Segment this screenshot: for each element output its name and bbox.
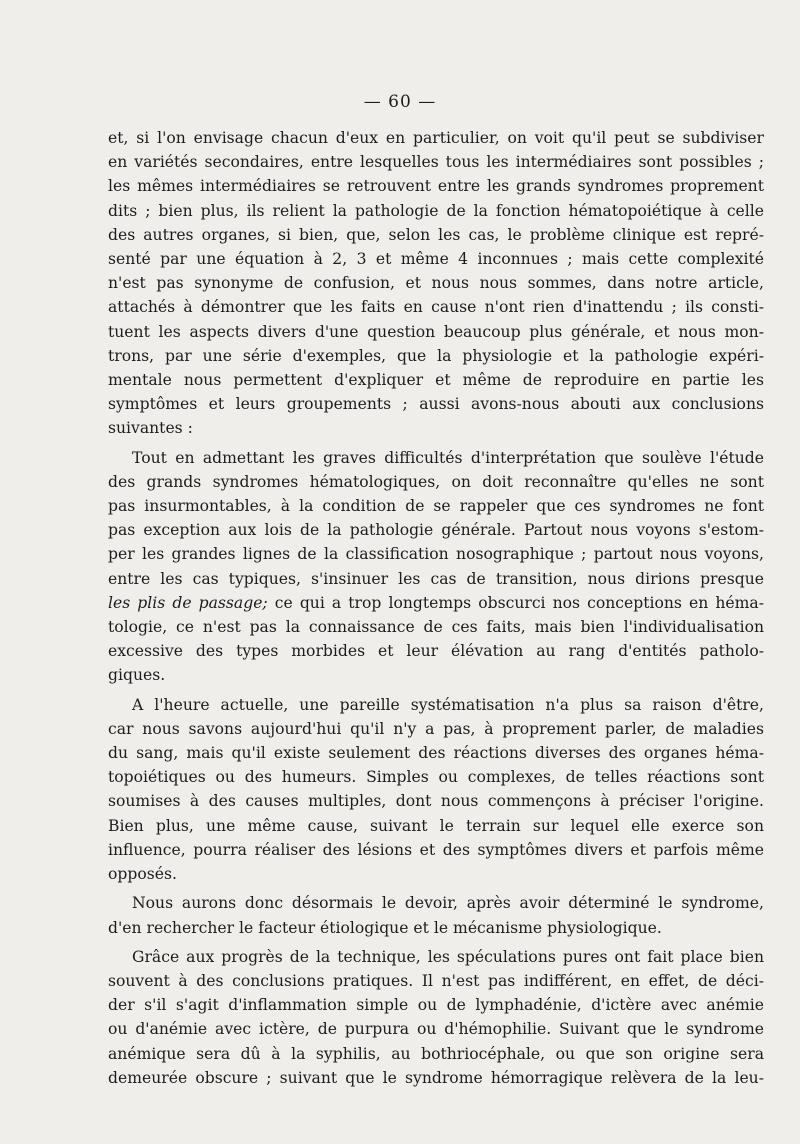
text-line: anémique sera dû à la syphilis, au bothriocéphale, ou que son origine sera: [108, 1044, 764, 1063]
text-line: entre les cas typiques, s'insinuer les cas de transition, nous dirions presque: [108, 569, 764, 588]
text-line: giques.: [108, 666, 166, 685]
text-line: du sang, mais qu'il existe seulement des réactions diverses des organes héma-: [108, 744, 764, 763]
text-line: demeurée obscure ; suivant que le syndrome hémorragique relèvera de la leu-: [108, 1068, 764, 1087]
text-line: [108, 591, 764, 615]
text-line: opposés.: [108, 865, 177, 884]
paragraph-4: [108, 891, 764, 939]
paragraph-2: [108, 446, 764, 688]
paragraph-1: [108, 126, 764, 441]
text-line: Bien plus, une même cause, suivant le terrain sur lequel elle exerce son: [108, 816, 764, 835]
text-line: topoiétiques ou des humeurs. Simples ou complexes, de telles réactions sont: [108, 768, 764, 787]
text-line: tologie, ce n'est pas la connaissance de ces faits, mais bien l'individualisation: [108, 618, 764, 637]
text-line: d'en rechercher le facteur étiologique et le mécanisme physiologique.: [108, 918, 662, 937]
text-line: pas insurmontables, à la condition de se rappeler que ces syndromes ne font: [108, 497, 764, 516]
text-line: Tout en admettant les graves difficultés d'interprétation que soulève l'étude: [132, 448, 764, 467]
page-number: — 60 —: [363, 92, 437, 112]
text-line: des autres organes, si bien, que, selon les cas, le problème clinique est repré-: [108, 225, 764, 244]
text-line: Grâce aux progrès de la technique, les spéculations pures ont fait place bien: [132, 947, 764, 966]
text-line: car nous savons aujourd'hui qu'il n'y a pas, à proprement parler, de maladies: [108, 719, 764, 738]
paragraph-3: [108, 693, 764, 887]
text-line: souvent à des conclusions pratiques. Il n'est pas indifférent, en effet, de déci-: [108, 971, 764, 990]
text-line: tuent les aspects divers d'une question beaucoup plus générale, et nous mon-: [108, 322, 764, 341]
text-line: dits ; bien plus, ils relient la pathologie de la fonction hématopoiétique à celle: [108, 201, 764, 220]
text-line: senté par une équation à 2, 3 et même 4 inconnues ; mais cette complexité: [108, 250, 764, 269]
text-line: des grands syndromes hématologiques, on doit reconnaître qu'elles ne sont: [108, 472, 764, 491]
text-line: Nous aurons donc désormais le devoir, après avoir déterminé le syndrome,: [132, 894, 764, 913]
text-line: attachés à démontrer que les faits en cause n'ont rien d'inattendu ; ils consti-: [108, 298, 764, 317]
italic-phrase: les plis de passage;: [108, 593, 268, 612]
text-line: symptômes et leurs groupements ; aussi avons-nous abouti aux conclusions: [108, 395, 764, 414]
text-line: mentale nous permettent d'expliquer et même de reproduire en partie les: [108, 371, 764, 390]
text-line: per les grandes lignes de la classification nosographique ; partout nous voyons,: [108, 545, 764, 564]
text-line: et, si l'on envisage chacun d'eux en particulier, on voit qu'il peut se subdiviser: [108, 129, 764, 147]
text-line: en variétés secondaires, entre lesquelles tous les intermédiaires sont possibles ;: [108, 153, 764, 172]
text-line: n'est pas synonyme de confusion, et nous nous sommes, dans notre article,: [108, 274, 764, 293]
text-line: A l'heure actuelle, une pareille systématisation n'a plus sa raison d'être,: [132, 695, 764, 714]
text-line: les mêmes intermédiaires se retrouvent entre les grands syndromes proprement: [108, 177, 764, 196]
text-line: excessive des types morbides et leur élévation au rang d'entités patholo-: [108, 642, 764, 661]
text-span: ce qui a trop longtemps obscurci nos conceptions en héma-: [267, 593, 764, 612]
text-line: der s'il s'agit d'inflammation simple ou de lymphadénie, d'ictère avec anémie: [108, 996, 764, 1015]
text-line: ou d'anémie avec ictère, de purpura ou d'hémophilie. Suivant que le syndrome: [108, 1020, 764, 1039]
text-line: suivantes :: [108, 419, 193, 438]
text-line: pas exception aux lois de la pathologie générale. Partout nous voyons s'estom-: [108, 521, 764, 540]
body-text: [108, 126, 764, 1090]
text-line: influence, pourra réaliser des lésions et des symptômes divers et parfois même: [108, 840, 764, 859]
paragraph-5: [108, 945, 764, 1090]
text-line: trons, par une série d'exemples, que la physiologie et la pathologie expéri-: [108, 346, 764, 365]
text-line: soumises à des causes multiples, dont nous commençons à préciser l'origine.: [108, 792, 764, 811]
